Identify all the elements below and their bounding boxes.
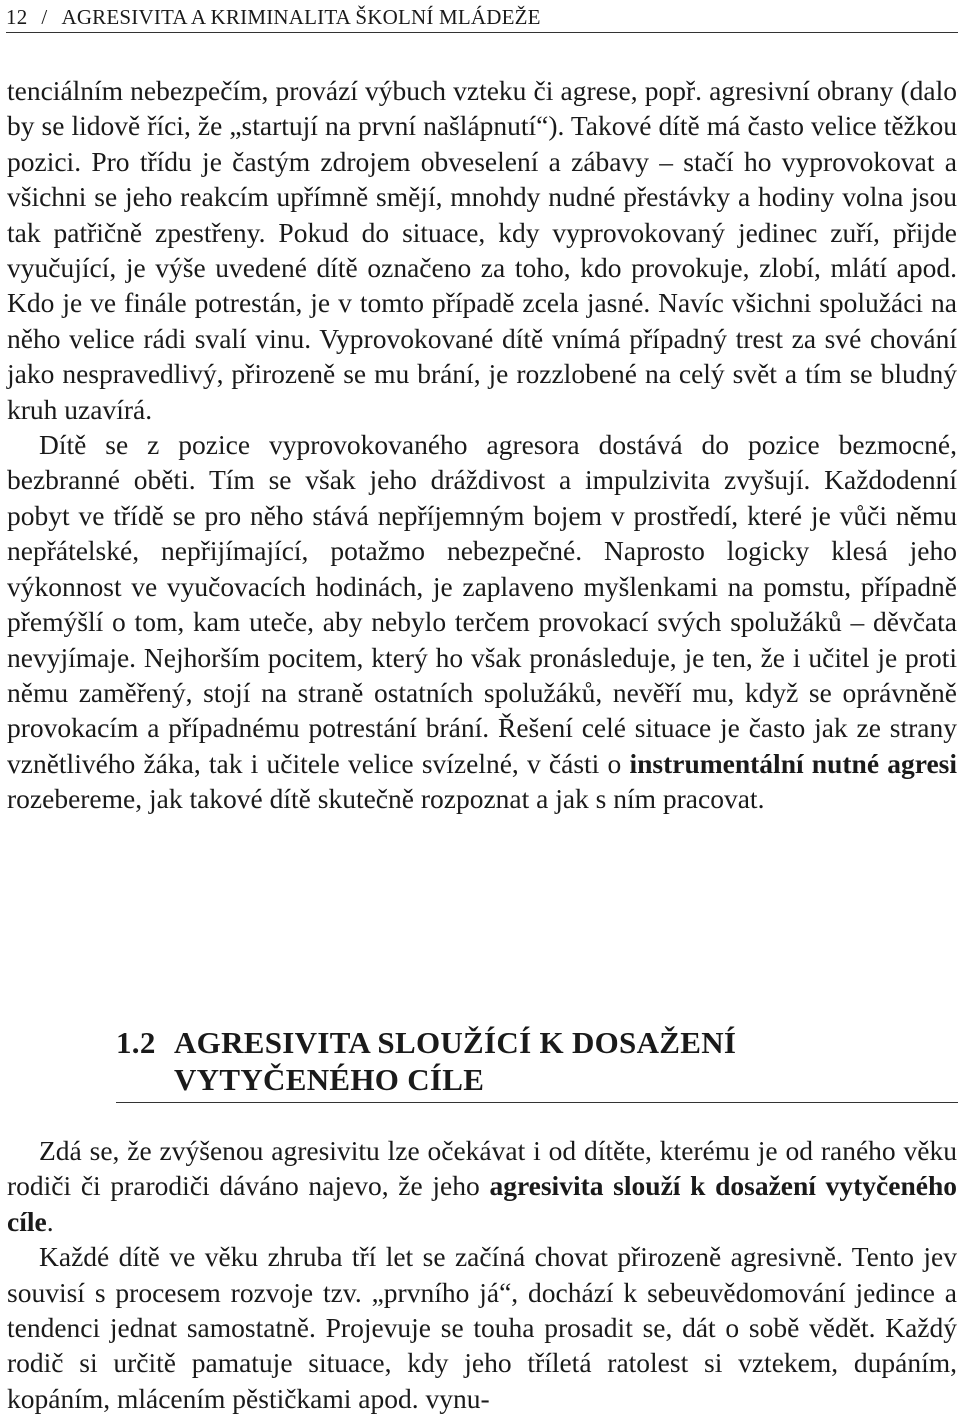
paragraph-text: . (46, 1205, 54, 1237)
paragraph-victim (7, 427, 957, 816)
section-title-line-2: VYTYČENÉHO CÍLE (174, 1062, 485, 1097)
bold-term: instrumentální nutné agresi (629, 747, 957, 779)
section-heading (116, 1024, 958, 1103)
paragraph-intro (7, 1133, 957, 1239)
paragraph-continuation: tenciálním nebezpečím, provází výbuch vzteku či agrese, popř. agresivní obrany (dalo by se lidově říci, že „startují na první našlápnutí“). Takové dítě má často velice těžkou pozici. Pro třídu je častým zdrojem obveselení a zábavy – stačí ho vyprovokovat a všichni se jeho reakcím upřímně smějí, mnohdy nudné přestávky a hodiny volna jsou tak patřičně zpestřeny. Pokud do situace, kdy vyprovokovaný jedinec zuří, přijde vyučující, je výše uvedené dítě označeno za toho, kdo provokuje, zlobí, mlátí apod. Kdo je ve finále potrestán, je v tomto případě zcela jasné. Navíc všichni spolužáci na něho velice rádi svalí vinu. Vyprovokované dítě vnímá případný trest za své chování jako nespravedlivý, přirozeně se mu brání, je rozzlobené na celý svět a tím se bludný kruh uzavírá. (7, 75, 957, 425)
section-heading-line-1 (116, 1024, 958, 1061)
paragraph-text: Dítě se z pozice vyprovokovaného agresora dostává do pozice bezmocné, bezbranné oběti. Tím se však jeho dráždivost a impulzivita zvyšují. Každodenní pobyt ve třídě se pro něho stává nepříjemným bojem v prostředí, které je vůči němu nepřátelské, nepřijímající, potažmo nebezpečné. Naprosto logicky klesá jeho výkonnost ve vyučovacích hodinách, je zaplaveno myšlenkami na pomstu, případně přemýšlí o tom, kam uteče, aby nebylo terčem provokací svých spolužáků – děvčata nevyjímaje. Nejhorším pocitem, který ho však pronásleduje, je ten, že i učitel je proti němu zaměřený, stojí na straně ostatních spolužáků, nevěří mu, když se oprávněně provokacím a případnému potrestání brání. Řešení celé situace je často jak ze strany vznětlivého žáka, tak i učitele velice svízelné, v části o (7, 429, 957, 779)
paragraph-three-year-olds: Každé dítě ve věku zhruba tří let se začíná chovat přirozeně agresivně. Tento jev souvisí s procesem rozvoje tzv. „prvního já“, dochází k sebeuvědomování jedince a tendenci jednat samostatně. Projevuje se touha prosadit se, dát o sobě vědět. Každý rodič si určitě pamatuje situace, kdy jeho tříletá ratolest si vztekem, dupáním, kopáním, mlácením pěstičkami apod. vynu- (7, 1241, 957, 1414)
section-number: 1.2 (116, 1025, 156, 1060)
section-title-line-1: AGRESIVITA SLOUŽÍCÍ K DOSAŽENÍ (174, 1025, 737, 1060)
header-separator: / (41, 5, 48, 29)
paragraph-text: Zdá se, že zvýšenou agresivitu lze očekávat i od dítěte, kterému je od raného věku rodiči či prarodiči dáváno najevo, že jeho (7, 1135, 957, 1202)
running-head (6, 4, 958, 33)
text-block-upper (7, 73, 957, 817)
bold-term: agresivita slouží k dosažení vytyčeného cíle (7, 1170, 957, 1237)
page-number: 12 (6, 5, 28, 29)
running-title: AGRESIVITA A KRIMINALITA ŠKOLNÍ MLÁDEŽE (61, 5, 541, 29)
paragraph-text: rozebereme, jak takové dítě skutečně rozpoznat a jak s ním pracovat. (7, 783, 765, 815)
text-block-lower (7, 1133, 957, 1416)
